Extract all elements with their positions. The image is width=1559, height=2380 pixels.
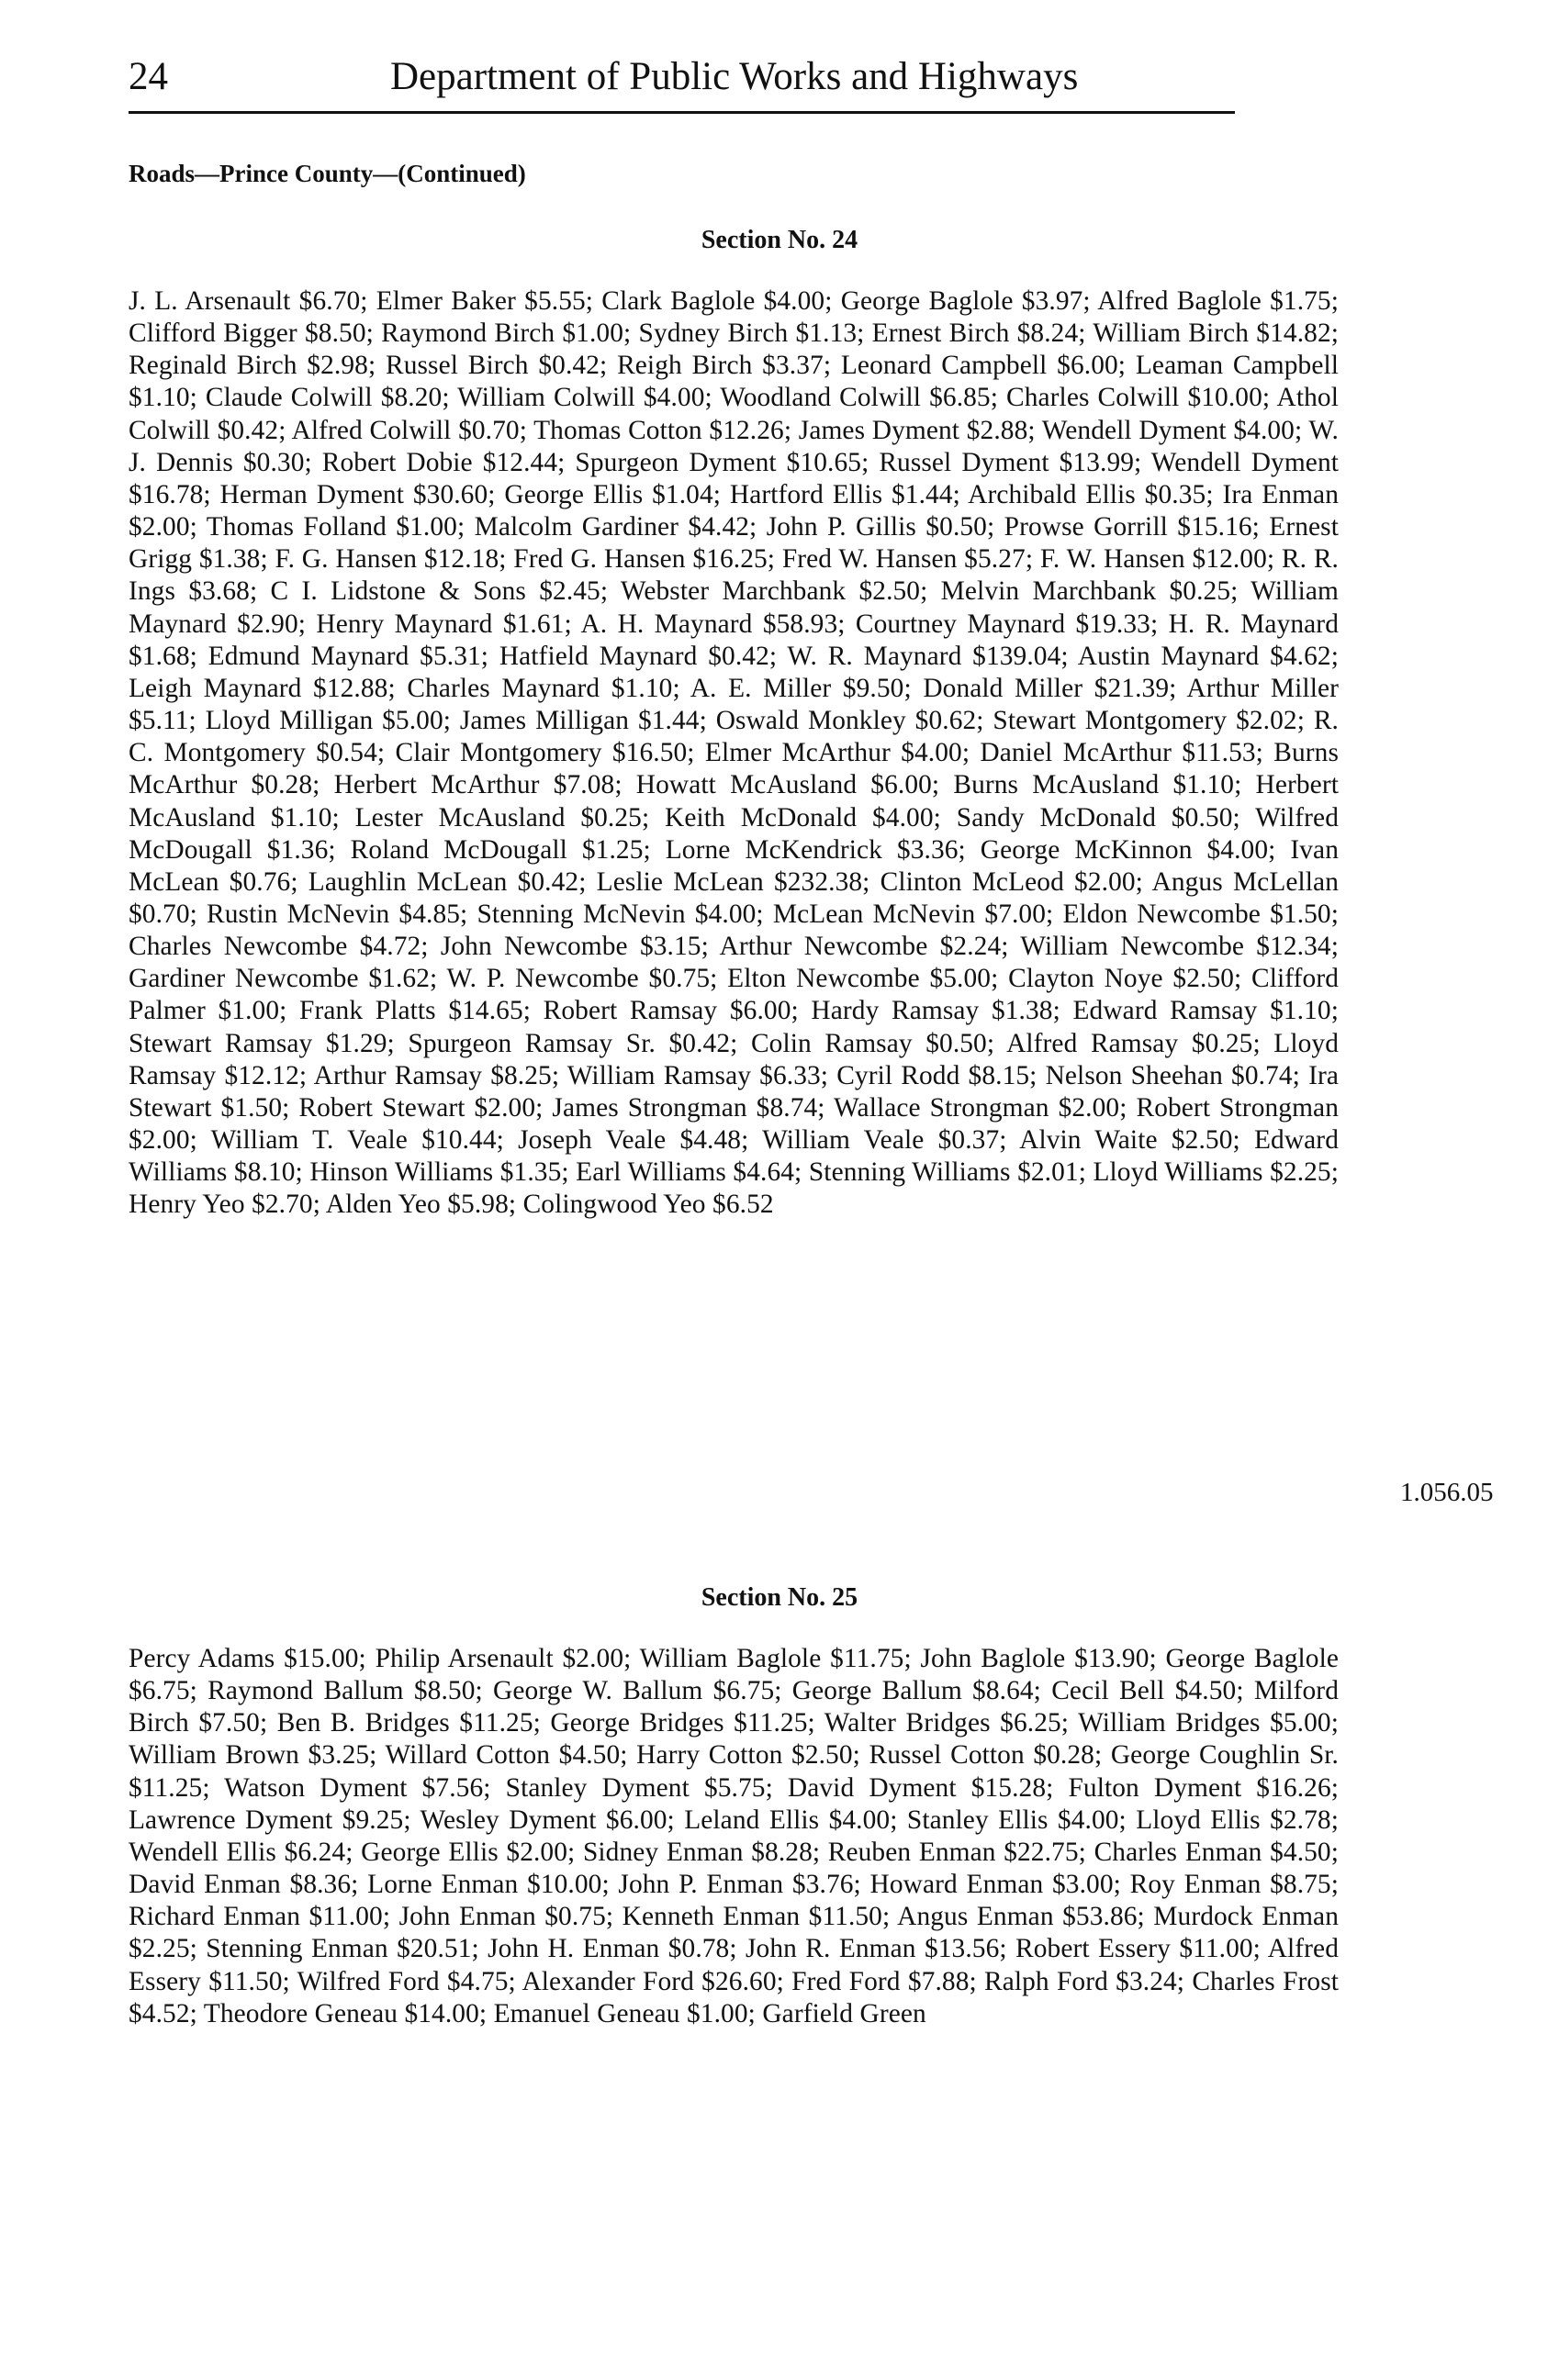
running-title: Department of Public Works and Highways — [390, 55, 1079, 98]
section-title-25-text: Section No. 25 — [701, 1583, 858, 1612]
header-rule — [129, 111, 1235, 114]
section-24-text: J. L. Arsenault $6.70; Elmer Baker $5.55; Clark Baglole $4.00; George Baglole $3.97; Alfred Baglole $1.75; Clifford Bigger $8.50; Raymond Birch $1.00; Sydney Birch $1.13; Ernest Birch $8.24; William Birch $14.82; Reginald Birch $2.98; Russel Birch $0.42; Reigh Birch $3.37; Leonard Campbell $6.00; Leaman Campbell $1.10; Claude Colwill $8.20; William Colwill $4.00; Woodland Colwill $6.85; Charles Colwill $10.00; Athol Colwill $0.42; Alfred Colwill $0.70; Thomas Cotton $12.26; James Dyment $2.88; Wendell Dyment $4.00; W. J. Dennis $0.30; Robert Dobie $12.44; Spurgeon Dyment $10.65; Russel Dyment $13.99; Wendell Dyment $16.78; Herman Dyment $30.60; George Ellis $1.04; Hartford Ellis $1.44; Archibald Ellis $0.35; Ira Enman $2.00; Thomas Folland $1.00; Malcolm Gardiner $4.42; John P. Gillis $0.50; Prowse Gorrill $15.16; Ernest Grigg $1.38; F. G. Hansen $12.18; Fred G. Hansen $16.25; Fred W. Hansen $5.27; F. W. Hansen $12.00; R. R. Ings $3.68; C I. Lidstone & Sons $2.45; Webster Marchbank $2.50; Melvin Marchbank $0.25; William Maynard $2.90; Henry Maynard $1.61; A. H. Maynard $58.93; Courtney Maynard $19.33; H. R. Maynard $1.68; Edmund Maynard $5.31; Hatfield Maynard $0.42; W. R. Maynard $139.04; Austin Maynard $4.62; Leigh Maynard $12.88; Charles Maynard $1.10; A. E. Miller $9.50; Donald Miller $21.39; Arthur Miller $5.11; Lloyd Milligan $5.00; James Milligan $1.44; Oswald Monkley $0.62; Stewart Montgomery $2.02; R. C. Montgomery $0.54; Clair Montgomery $16.50; Elmer McArthur $4.00; Daniel McArthur $11.53; Burns McArthur $0.28; Herbert McArthur $7.08; Howatt McAusland $6.00; Burns McAusland $1.10; Herbert McAusland $1.10; Lester McAusland $0.25; Keith McDonald $4.00; Sandy McDonald $0.50; Wilfred McDougall $1.36; Roland McDougall $1.25; Lorne McKendrick $3.36; George McKinnon $4.00; Ivan McLean $0.76; Laughlin McLean $0.42; Leslie McLean $232.38; Clinton McLeod $2.00; Angus McLellan $0.70; Rustin McNevin $4.85; Stenning McNevin $4.00; McLean McNevin $7.00; Eldon Newcombe $1.50; Charles Newcombe $4.72; John Newcombe $3.15; Arthur Newcombe $2.24; William Newcombe $12.34; Gardiner Newcombe $1.62; W. P. Newcombe $0.75; Elton Newcombe $5.00; Clayton Noye $2.50; Clifford Palmer $1.00; Frank Platts $14.65; Robert Ramsay $6.00; Hardy Ramsay $1.38; Edward Ramsay $1.10; Stewart Ramsay $1.29; Spurgeon Ramsay Sr. $0.42; Colin Ramsay $0.50; Alfred Ramsay $0.25; Lloyd Ramsay $12.12; Arthur Ramsay $8.25; William Ramsay $6.33; Cyril Rodd $8.15; Nelson Sheehan $0.74; Ira Stewart $1.50; Robert Stewart $2.00; James Strongman $8.74; Wallace Strongman $2.00; Robert Strongman $2.00; William T. Veale $10.44; Joseph Veale $4.48; William Veale $0.37; Alvin Waite $2.50; Edward Williams $8.10; Hinson Williams $1.35; Earl Williams $4.64; Stenning Williams $2.01; Lloyd Williams $2.25; Henry Yeo $2.70; Alden Yeo $5.98; Colingwood Yeo $6.52 — [129, 286, 1339, 1220]
subheading: Roads—Prince County—(Continued) — [129, 160, 526, 187]
section-24-body — [129, 285, 1339, 1222]
section-25-body — [129, 1643, 1339, 2030]
section-title-24-text: Section No. 24 — [701, 226, 858, 254]
page-number: 24 — [129, 55, 168, 98]
section-title-24 — [0, 225, 1559, 256]
section-24-total: 1.056.05 — [1400, 1478, 1494, 1507]
section-25-text: Percy Adams $15.00; Philip Arsenault $2.00; William Baglole $11.75; John Baglole $13.90; George Baglole $6.75; Raymond Ballum $8.50; George W. Ballum $6.75; George Ballum $8.64; Cecil Bell $4.50; Milford Birch $7.50; Ben B. Bridges $11.25; George Bridges $11.25; Walter Bridges $6.25; William Bridges $5.00; William Brown $3.25; Willard Cotton $4.50; Harry Cotton $2.50; Russel Cotton $0.28; George Coughlin Sr. $11.25; Watson Dyment $7.56; Stanley Dyment $5.75; David Dyment $15.28; Fulton Dyment $16.26; Lawrence Dyment $9.25; Wesley Dyment $6.00; Leland Ellis $4.00; Stanley Ellis $4.00; Lloyd Ellis $2.78; Wendell Ellis $6.24; George Ellis $2.00; Sidney Enman $8.28; Reuben Enman $22.75; Charles Enman $4.50; David Enman $8.36; Lorne Enman $10.00; John P. Enman $3.76; Howard Enman $3.00; Roy Enman $8.75; Richard Enman $11.00; John Enman $0.75; Kenneth Enman $11.50; Angus Enman $53.86; Murdock Enman $2.25; Stenning Enman $20.51; John H. Enman $0.78; John R. Enman $13.56; Robert Essery $11.00; Alfred Essery $11.50; Wilfred Ford $4.75; Alexander Ford $26.60; Fred Ford $7.88; Ralph Ford $3.24; Charles Frost $4.52; Theodore Geneau $14.00; Emanuel Geneau $1.00; Garfield Green — [129, 1644, 1339, 2028]
section-title-25 — [0, 1582, 1559, 1614]
page-header — [129, 53, 1235, 108]
